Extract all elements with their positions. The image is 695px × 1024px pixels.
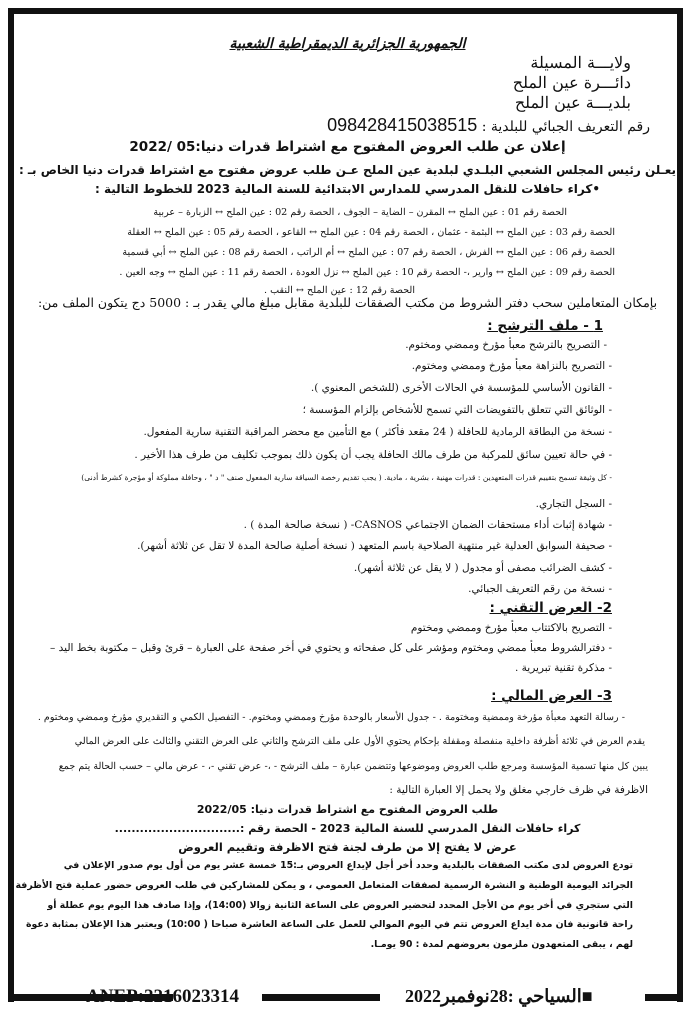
financial-item: يبين كل منها تسمية المؤسسة ومرجع طلب العروض وموضوعها وتتضمن عبارة – ملف الترشح - ،- عرض تقني -، - عرض مالي – حسب الحالة يتم جمع — [58, 761, 648, 772]
border-segment — [645, 994, 683, 1001]
technical-item: - مذكرة تقنية تبريرية . — [514, 662, 612, 674]
envelope-line: كراء حافلات النقل المدرسي للسنة المالية 2023 - الحصة رقم :.............................. — [114, 822, 581, 835]
candidacy-item: - كل وثيقة تسمح بتقييم قدرات المتعهدين : قدرات مهنية ، بشرية ، مادية. ( يجب تقديم رخصة السياقة سارية المفعول صنف " د " ، وحافلة مملوكة أو مؤجرة كشرط أدنى) — [81, 473, 612, 482]
technical-item: - التصريح بالاكتتاب معبأ مؤرخ وممضي ومختوم — [410, 622, 612, 634]
candidacy-item: - في حالة تعيين سائق للمركبة من طرف مالك الحافلة يجب أن يكون ذلك بموجب تكليف من طرف هذا الأخير . — [134, 449, 612, 461]
candidacy-item: - شهادة إثبات أداء مستحقات الضمان الاجتماعي CASNOS- ( نسخة صالحة المدة ) . — [243, 519, 612, 531]
envelope-line: عرض لا يفتح إلا من طرف لجنة فتح الاظرفة وتقييم العروض — [178, 840, 517, 854]
financial-heading: 3- العرض المالي : — [491, 688, 612, 704]
withdraw-notice: بإمكان المتعاملين سحب دفتر الشروط من مكتب الصفقات للبلدية مقابل مبلغ مالي يقدر بـ : 5000 دج يتكون الملف من: — [37, 295, 658, 310]
wilaya: ولايـــة المسيلة — [530, 53, 631, 72]
technical-heading: 2- العرض التقني : — [489, 600, 612, 616]
candidacy-item: - كشف الضرائب مصفى أو مجدول ( لا يقل عن ثلاثة أشهر). — [353, 562, 612, 574]
lot-line: الحصة رقم 03 : عين الملح ↔ البثمة - عثمان ، الحصة رقم 04 : عين الملح ↔ القاعو ، الحصة رقم 05 : عين الملح ↔ العقلة — [127, 227, 615, 238]
candidacy-item: - صحيفة السوابق العدلية غير منتهية الصلاحية باسم المتعهد ( نسخة أصلية صالحة المدة لا تقل عن ثلاثة أشهر). — [137, 540, 612, 552]
daira: دائـــرة عين الملح — [512, 73, 631, 92]
border-segment — [262, 994, 380, 1001]
closing-line: التي ستجري في أخر يوم من الأجل المحدد لتحضير العروض على الساعة الثانية زوالا (14:00)، وإذا صادف هذا اليوم يوم عطلة أو — [47, 900, 633, 911]
financial-item: الاظرفة في ظرف خارجي مغلق ولا يحمل إلا العبارة التالية : — [389, 784, 648, 796]
lot-line: الحصة رقم 12 : عين الملح ↔ النقب . — [264, 285, 415, 296]
tax-id-label: رقم التعريف الجبائي للبلدية : — [481, 119, 650, 135]
financial-item: يقدم العرض في ثلاثة أظرفة داخلية منفصلة ومقفلة بإحكام يحتوي الأول على ملف الترشح والثاني على العرض التقني والثالث على العرض المالي — [74, 736, 645, 747]
lot-line: الحصة رقم 06 : عين الملح ↔ الفرش ، الحصة رقم 07 : عين الملح ↔ أم الراتب ، الحصة رقم 08 : عين الملح ↔ أبي قسمية — [122, 247, 615, 258]
closing-line: الجرائد اليومية الوطنية و النشرة الرسمية لصفقات المتعامل العمومي ، و يمكن للمشاركين في طلب العروض حضور عملية فتح الأظرفة — [15, 880, 633, 891]
commune: بلديـــة عين الملح — [514, 93, 631, 112]
publication-source: ■السياحي :28نوفمبر2022 — [405, 986, 593, 1006]
closing-line: تودع العروض لدى مكتب الصفقات بالبلدية وحدد أخر أجل لإيداع العروض بـ:15 خمسة عشر يوم من أول يوم صدور الإعلان في — [63, 860, 633, 871]
candidacy-item: - السجل التجاري. — [535, 498, 612, 510]
candidacy-item: - الوثائق التي تتعلق بالتفويضات التي تسمح للأشخاص بإلزام المؤسسة ؛ — [302, 404, 612, 416]
candidacy-item: - القانون الأساسي للمؤسسة في الحالات الأخرى (للشخص المعنوي ). — [310, 382, 612, 394]
closing-line: راحة قانونية فان مدة ايداع العروض تتم في اليوم الموالي للعمل على الساعة العاشرة صباحا ( 10:00) ويعتبر هذا الإعلان بمثابة دعوة — [26, 919, 633, 930]
envelope-line: طلب العروض المفتوح مع اشتراط قدرات دنيا: 2022/05 — [196, 803, 499, 816]
anep-reference: ANEP:2216023314 — [86, 986, 240, 1007]
candidacy-item: - نسخة من رقم التعريف الجبائي. — [468, 583, 612, 595]
announcement-object: •كراء حافلات للنقل المدرسي للمدارس الابتدائية للسنة المالية 2023 للخطوط التالية : — [94, 182, 600, 196]
announcement-intro: يعـلن رئيس المجلس الشعبي البلـدي لبلدية عين الملح عـن طلب عروض مفتوح مع اشتراط قدرات دنيا الخاص بـ : — [18, 163, 677, 177]
lot-line: الحصة رقم 09 : عين الملح ↔ وارير ،- الحصة رقم 10 : عين الملح ↔ نزل العودة ، الحصة رقم 11 : عين الملح ↔ وجه العين . — [119, 267, 615, 278]
closing-line: لهم ، يبقى المتعهدون ملزمون بعروضهم لمدة : 90 يومـا. — [370, 939, 633, 950]
candidacy-item: - نسخة من البطاقة الرمادية للحافلة ( 24 مقعد فأكثر ) مع التأمين مع محضر المراقبة التقنية سارية المفعول. — [143, 426, 612, 438]
candidacy-item: - التصريح بالنزاهة معبأ مؤرخ وممضي ومختوم. — [411, 360, 612, 372]
candidacy-heading: 1 - ملف الترشح : — [487, 318, 603, 334]
candidacy-item: - التصريح بالترشح معبأ مؤرخ وممضي ومختوم. — [405, 339, 607, 351]
announcement-title: إعلان عن طلب العروض المفتوح مع اشتراط قدرات دنيا:05 /2022 — [129, 139, 566, 155]
financial-item: - رسالة التعهد معبأة مؤرخة وممضية ومختومة . - جدول الأسعار بالوحدة مؤرخ وممضي ومختوم. - التفصيل الكمي و التقديري مؤرخ وممضي ومختوم . — [37, 712, 625, 723]
technical-item: - دفترالشروط معبأ ممضي ومختوم ومؤشر على كل صفحاته و يحتوي في أخر صفحة على العبارة – قرئ وقبل – مكتوبة بخط اليد – — [50, 642, 612, 654]
lot-line: الحصة رقم 01 : عين الملح ↔ المقرن – الضاية – الجوف ، الحصة رقم 02 : عين الملح ↔ الزبارة – عربية — [153, 207, 567, 218]
tax-id-line — [327, 116, 650, 134]
republic-heading: الجمهورية الجزائرية الديمقراطية الشعبية — [229, 36, 466, 52]
tax-id: 098428415038515 — [327, 115, 478, 135]
